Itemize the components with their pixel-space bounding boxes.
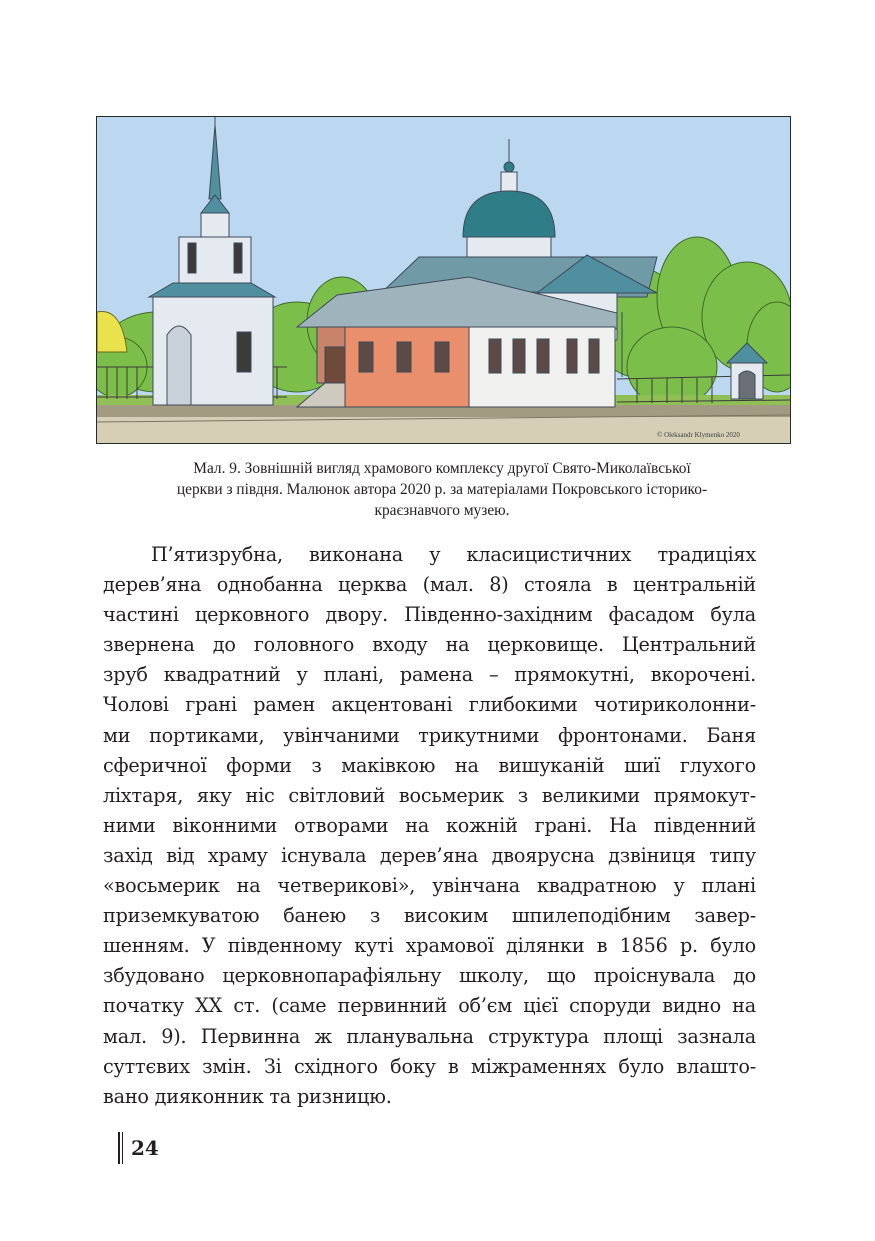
figure-caption — [100, 458, 784, 521]
caption-line: Мал. 9. Зовнішній вигляд храмового комплексу другої Свято-Миколаївської — [193, 460, 691, 477]
text-line: Чолові грані рамен акцентовані глибокими чотириколонни- — [103, 693, 756, 717]
text-line: зруб квадратний у плані, рамена – прямокутні, вкорочені. — [103, 663, 756, 687]
text-line: суттєвих змін. Зі східного боку в міжраменнях було влашто- — [103, 1054, 756, 1078]
page-folio — [118, 1132, 159, 1164]
text-line: захід від храму існувала дерев’яна двоярусна дзвіниця типу — [103, 843, 756, 867]
text-line: ліхтаря, яку ніс світловий восьмерик з великими прямокут- — [103, 783, 756, 807]
text-line: початку XX ст. (саме первинний об’єм цієї споруди видно на — [103, 994, 756, 1018]
text-line: ними віконними отворами на кожній грані. На південний — [103, 813, 756, 837]
text-line: сферичної форми з маківкою на вишуканій шиї глухого — [103, 753, 756, 777]
body-paragraph — [103, 540, 756, 1112]
page-number: 24 — [131, 1136, 159, 1160]
artist-signature: © Oleksandr Klymenko 2020 — [657, 431, 740, 439]
text-line: вано дияконник та ризницю. — [103, 1084, 392, 1108]
text-line: звернена до головного входу на церковище. Центральний — [103, 633, 756, 657]
caption-line: краєзнавчого музею. — [374, 502, 510, 519]
church-illustration — [96, 116, 791, 444]
text-line: приземкуватою банею з високим шпилеподібним завер- — [103, 904, 756, 928]
folio-rule — [118, 1132, 120, 1164]
text-line: частині церковного двору. Південно-західним фасадом була — [103, 603, 756, 627]
text-line: ми портиками, увінчаними трикутними фронтонами. Баня — [103, 723, 756, 747]
text-line: мал. 9). Первинна ж планувальна структура площі зазнала — [103, 1024, 756, 1048]
text-line: збудовано церковнопарафіяльну школу, що проіснувала до — [103, 964, 756, 988]
text-line: шенням. У південному куті храмової ділянки в 1856 р. було — [103, 934, 756, 958]
text-line: «восьмерик на четверикові», увінчана квадратною у плані — [103, 874, 756, 898]
folio-rule-thin — [122, 1132, 123, 1164]
text-line: дерев’яна однобанна церква (мал. 8) стояла в центральній — [103, 573, 756, 597]
caption-line: церкви з півдня. Малюнок автора 2020 р. за матеріалами Покровського історико- — [176, 481, 708, 498]
text-line: П’ятизрубна, виконана у класицистичних традиціях — [151, 543, 756, 566]
